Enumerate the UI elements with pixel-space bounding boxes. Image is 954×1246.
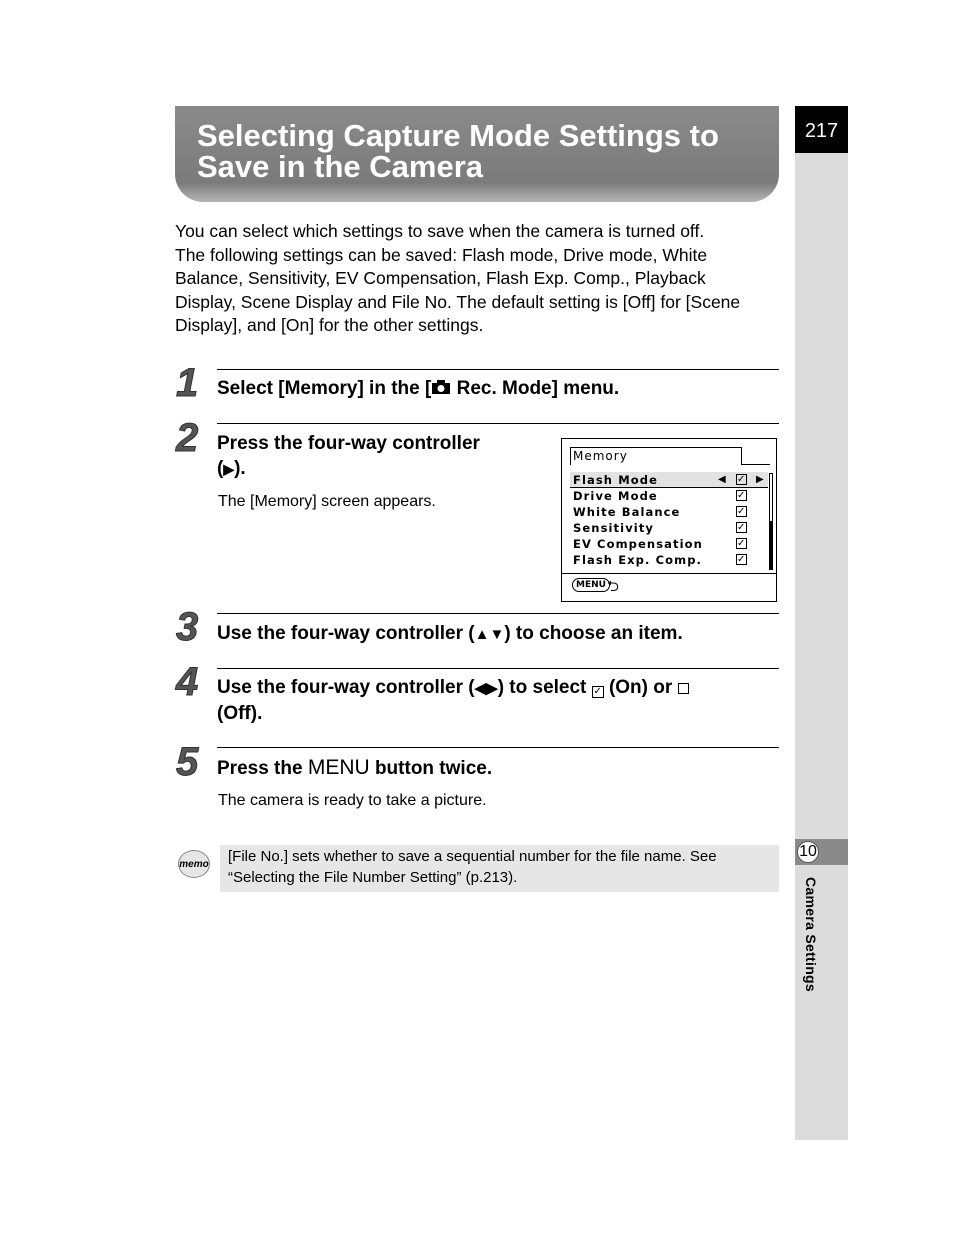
title-line-1: Selecting Capture Mode Settings to [197, 118, 719, 153]
page-title [197, 120, 767, 182]
title-line-2: Save in the Camera [197, 149, 484, 184]
step-4-text-part: (Off). [217, 703, 263, 724]
camera-icon [431, 379, 451, 395]
step-2-line: ( [217, 458, 224, 479]
left-right-arrow-icon: ◀▶ [474, 680, 498, 697]
step-1-text-part: Select [Memory] in the [ [217, 378, 432, 399]
chapter-number: 10 [797, 841, 819, 863]
memo-line: [File No.] sets whether to save a sequential number for the file name. See [228, 848, 717, 865]
step-5-text-part: Press the [217, 758, 308, 779]
step-2-note: The [Memory] screen appears. [218, 493, 436, 510]
checkbox-icon[interactable]: ✓ [737, 554, 747, 565]
chapter-title: Camera Settings [803, 877, 819, 992]
memory-item-label: Flash Exp. Comp. [573, 553, 702, 567]
checkbox-icon[interactable]: ✓ [737, 522, 747, 533]
intro-line: Display, Scene Display and File No. The default setting is [Off] for [Scene [175, 291, 741, 312]
step-4-text-part: ) to select [497, 677, 592, 698]
page-number: 217 [795, 106, 848, 153]
memory-item-label: White Balance [573, 505, 681, 519]
intro-line: The following settings can be saved: Flash mode, Drive mode, White [175, 244, 708, 265]
step-divider [217, 369, 779, 370]
step-number-5: 5 [176, 740, 199, 784]
step-divider [217, 668, 779, 669]
screen-tab-line [742, 464, 770, 465]
step-1-text-part: Rec. Mode] menu. [451, 378, 620, 399]
step-number-4: 4 [176, 660, 199, 704]
step-divider [217, 423, 779, 424]
left-arrow-icon: ◀ [718, 474, 727, 485]
step-4-text-part: Use the four-way controller ( [217, 677, 475, 698]
checkbox-off-icon [678, 683, 689, 694]
right-arrow-icon: ▶ [223, 461, 235, 477]
memory-item-drive-mode[interactable] [570, 488, 768, 504]
memory-item-white-balance[interactable] [570, 504, 768, 520]
memory-item-label: Sensitivity [573, 521, 655, 535]
step-5-note: The camera is ready to take a picture. [218, 792, 487, 809]
memory-item-flash-exp-comp[interactable] [570, 552, 768, 568]
memory-item-sensitivity[interactable] [570, 520, 768, 536]
step-3-text-part: Use the four-way controller ( [217, 623, 475, 644]
memory-list [570, 472, 768, 568]
memory-item-flash-mode[interactable] [570, 472, 768, 488]
step-2-line: Press the four-way controller [217, 433, 480, 454]
screen-title: Memory [573, 449, 628, 463]
memory-item-label: Flash Mode [573, 473, 658, 487]
checkbox-icon[interactable]: ✓ [737, 490, 747, 501]
step-3-text [217, 621, 683, 647]
memory-item-label: EV Compensation [573, 537, 703, 551]
memory-screen [561, 438, 777, 602]
step-divider [217, 747, 779, 748]
memory-item-ev-compensation[interactable] [570, 536, 768, 552]
step-divider [217, 613, 779, 614]
right-arrow-icon: ▶ [756, 474, 765, 485]
step-1-text [217, 376, 619, 401]
checkbox-icon[interactable]: ✓ [737, 506, 747, 517]
step-2-line: ). [234, 458, 246, 479]
step-4-text-part: (On) or [603, 677, 678, 698]
step-number-2: 2 [176, 416, 199, 460]
intro-line: Display], and [On] for the other settings. [175, 315, 484, 336]
step-4-text [217, 675, 689, 726]
back-arrow-icon[interactable]: ⮌ [607, 577, 620, 595]
step-5-text [217, 755, 492, 781]
intro-line: Balance, Sensitivity, EV Compensation, Flash Exp. Comp., Playback [175, 268, 706, 289]
up-down-arrow-icon: ▲▼ [474, 626, 505, 643]
menu-label: MENU [307, 756, 370, 779]
intro-paragraph [175, 220, 785, 338]
step-5-text-part: button twice. [369, 758, 493, 779]
scrollbar-thumb[interactable] [769, 521, 773, 570]
step-number-1: 1 [176, 361, 199, 405]
menu-button-icon[interactable]: MENU [572, 578, 610, 592]
step-3-text-part: ) to choose an item. [504, 623, 683, 644]
memo-icon: memo [178, 850, 210, 878]
checkbox-on-icon: ✓ [593, 686, 602, 697]
checkbox-icon[interactable]: ✓ [737, 474, 747, 485]
intro-line: You can select which settings to save when the camera is turned off. [175, 221, 705, 241]
screen-divider [562, 573, 776, 574]
step-number-3: 3 [176, 605, 199, 649]
memo-text [228, 847, 773, 888]
step-2-text [217, 431, 480, 482]
memo-line: “Selecting the File Number Setting” (p.213). [228, 868, 518, 886]
memory-item-label: Drive Mode [573, 489, 658, 503]
checkbox-icon[interactable]: ✓ [737, 538, 747, 549]
